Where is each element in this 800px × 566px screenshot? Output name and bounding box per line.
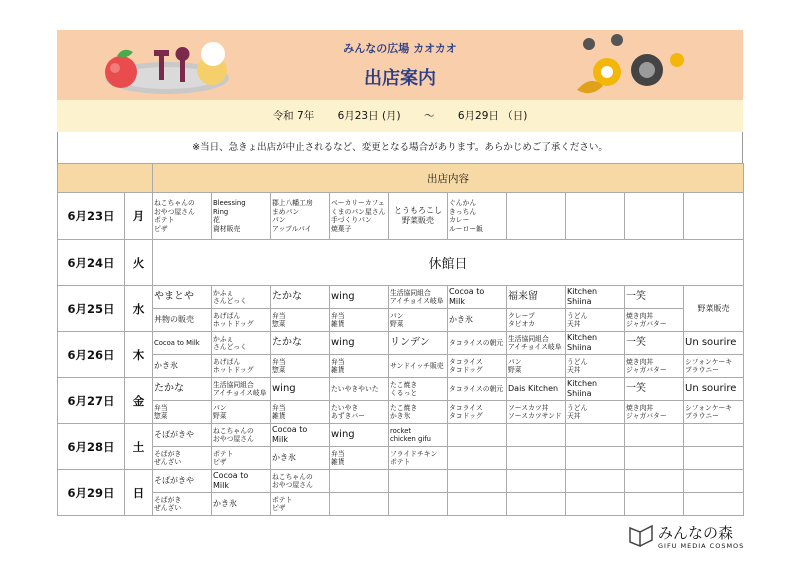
range-separator: ～ xyxy=(423,110,435,122)
shop-items: ソースカツ丼 ソースカツサンド xyxy=(507,401,566,424)
empty-cell xyxy=(448,493,507,516)
shop-items: パン 野菜 xyxy=(389,309,448,332)
empty-cell xyxy=(566,470,625,493)
shop-items: パン 野菜 xyxy=(507,355,566,378)
shop-cell: 野菜販売 xyxy=(684,286,744,332)
shop-items: シフォンケーキ ブラウニー xyxy=(684,401,744,424)
shop-name: Cocoa to Milk xyxy=(153,332,212,355)
page-title: 出店案内 xyxy=(364,68,436,89)
day-of-week: 木 xyxy=(125,332,153,378)
shop-name: Cocoa to Milk xyxy=(448,286,507,309)
shop-items: タコライス タコドッグ xyxy=(448,355,507,378)
shop-cell: ベーカリーカフェ くまのパン屋さん 手づくりパン 焼菓子 xyxy=(330,193,389,240)
book-icon xyxy=(628,522,654,548)
shop-name: 一笑 xyxy=(625,332,684,355)
shop-name: かふぇ さんどっく xyxy=(212,332,271,355)
shop-items: 弁当 雑貨 xyxy=(330,309,389,332)
schedule-table xyxy=(57,163,744,516)
shop-cell: Bleessing Ring 花 資材販売 xyxy=(212,193,271,240)
empty-cell xyxy=(448,447,507,470)
empty-cell xyxy=(625,447,684,470)
era-year: 令和 7年 xyxy=(272,110,315,122)
shop-items: かき氷 xyxy=(271,447,330,470)
shop-cell: ねこちゃんの おやつ屋さん ポテト ピザ xyxy=(153,193,212,240)
header-blank xyxy=(58,164,153,193)
shop-items: 弁当 雑貨 xyxy=(330,355,389,378)
empty-cell xyxy=(684,470,744,493)
shop-items: うどん 天丼 xyxy=(566,309,625,332)
shop-name: wing xyxy=(330,424,389,447)
day-date: 6月27日 xyxy=(58,378,125,424)
shop-items: かき氷 xyxy=(153,355,212,378)
empty-cell xyxy=(507,447,566,470)
table-row xyxy=(58,193,744,240)
day-of-week: 水 xyxy=(125,286,153,332)
empty-cell xyxy=(448,470,507,493)
shop-items: 弁当 惣菜 xyxy=(271,355,330,378)
shop-cell: ぐんかん きっちん カレー ルーロー飯 xyxy=(448,193,507,240)
shop-items: たこ焼き かき氷 xyxy=(389,401,448,424)
empty-cell xyxy=(448,424,507,447)
shop-name: 生活協同組合 アイチョイス岐阜 xyxy=(507,332,566,355)
shop-items: かき氷 xyxy=(212,493,271,516)
shop-items: たいやき あずきバー xyxy=(330,401,389,424)
empty-cell xyxy=(625,493,684,516)
empty-cell xyxy=(507,193,566,240)
shop-name: たこ焼き くるっと xyxy=(389,378,448,401)
empty-cell xyxy=(684,447,744,470)
shop-items: ポテト ピザ xyxy=(212,447,271,470)
shop-name: たかな xyxy=(271,332,330,355)
table-row xyxy=(58,378,744,401)
end-date: 6月29日 （日) xyxy=(457,110,528,122)
table-row xyxy=(58,447,744,470)
day-of-week: 月 xyxy=(125,193,153,240)
day-date: 6月28日 xyxy=(58,424,125,470)
shop-items: 丼物の販売 xyxy=(153,309,212,332)
logo-text: みんなの森 xyxy=(658,524,734,542)
empty-cell xyxy=(389,470,448,493)
shop-items: 弁当 惣菜 xyxy=(271,309,330,332)
shop-items: 弁当 惣菜 xyxy=(153,401,212,424)
flyer xyxy=(57,30,743,516)
empty-cell xyxy=(684,424,744,447)
day-of-week: 金 xyxy=(125,378,153,424)
shop-items: パン 野菜 xyxy=(212,401,271,424)
day-date: 6月26日 xyxy=(58,332,125,378)
empty-cell xyxy=(625,470,684,493)
table-row xyxy=(58,240,744,286)
shop-name: Kitchen Shiina xyxy=(566,332,625,355)
day-date: 6月23日 xyxy=(58,193,125,240)
shop-name: 福来留 xyxy=(507,286,566,309)
venue-name: みんなの広場 カオカオ xyxy=(343,42,457,55)
shop-items: うどん 天丼 xyxy=(566,355,625,378)
table-header-row xyxy=(58,164,744,193)
shop-cell: 郡上八幡工房 まめパン パン アップルパイ xyxy=(271,193,330,240)
shop-name: Un sourire xyxy=(684,332,744,355)
logo-subtext: GIFU MEDIA COSMOS xyxy=(658,542,745,550)
shop-name: 生活協同組合 アイチョイス岐阜 xyxy=(389,286,448,309)
shop-items: 焼き肉丼 ジャガバター xyxy=(625,401,684,424)
shop-name: かふぇ さんどっく xyxy=(212,286,271,309)
empty-cell xyxy=(684,193,744,240)
shop-items: そばがき ぜんざい xyxy=(153,447,212,470)
shop-items: 弁当 雑貨 xyxy=(271,401,330,424)
day-date: 6月24日 xyxy=(58,240,125,286)
table-row xyxy=(58,470,744,493)
shop-name: wing xyxy=(271,378,330,401)
empty-cell xyxy=(389,493,448,516)
shop-items: ポテト ピザ xyxy=(271,493,330,516)
shop-items: あげぱん ホットドッグ xyxy=(212,309,271,332)
column-header: 出店内容 xyxy=(153,164,744,193)
shop-name: ねこちゃんの おやつ屋さん xyxy=(271,470,330,493)
shop-name: ねこちゃんの おやつ屋さん xyxy=(212,424,271,447)
shop-items: かき氷 xyxy=(448,309,507,332)
day-date: 6月29日 xyxy=(58,470,125,516)
shop-items: 弁当 雑貨 xyxy=(330,447,389,470)
date-range xyxy=(57,100,743,132)
day-of-week: 土 xyxy=(125,424,153,470)
shop-name: Cocoa to Milk xyxy=(212,470,271,493)
shop-name: たかな xyxy=(153,378,212,401)
shop-items: フライドチキン ポテト xyxy=(389,447,448,470)
shop-items: クレープ タピオカ xyxy=(507,309,566,332)
shop-name: たいやきやいた xyxy=(330,378,389,401)
shop-name: wing xyxy=(330,286,389,309)
shop-items: シフォンケーキ ブラウニー xyxy=(684,355,744,378)
empty-cell xyxy=(566,493,625,516)
notice-text: ※当日、急きょ出店が中止されるなど、変更となる場合があります。あらかじめご了承ください。 xyxy=(57,132,743,163)
book-icon-right xyxy=(640,526,652,546)
shop-items: タコライス タコドッグ xyxy=(448,401,507,424)
table-row xyxy=(58,332,744,355)
header-banner xyxy=(57,30,743,100)
shop-name: Un sourire xyxy=(684,378,744,401)
shop-name: 一笑 xyxy=(625,378,684,401)
shop-name: そばがきや xyxy=(153,470,212,493)
day-date: 6月25日 xyxy=(58,286,125,332)
table-row xyxy=(58,401,744,424)
shop-name: 生活協同組合 アイチョイス岐阜 xyxy=(212,378,271,401)
empty-cell xyxy=(330,470,389,493)
day-of-week: 日 xyxy=(125,470,153,516)
shop-name: たかな xyxy=(271,286,330,309)
shop-name: やまとや xyxy=(153,286,212,309)
table-row xyxy=(58,493,744,516)
shop-name: rocket chicken gifu xyxy=(389,424,448,447)
shop-name: リンデン xyxy=(389,332,448,355)
shop-items: 焼き肉丼 ジャガバター xyxy=(625,309,684,332)
shop-items: 焼き肉丼 ジャガバター xyxy=(625,355,684,378)
shop-name: そばがきや xyxy=(153,424,212,447)
shop-name: タコライスの朝元 xyxy=(448,332,507,355)
empty-cell xyxy=(566,424,625,447)
shop-items: あげぱん ホットドッグ xyxy=(212,355,271,378)
shop-name: Kitchen Shiina xyxy=(566,286,625,309)
empty-cell xyxy=(566,193,625,240)
empty-cell xyxy=(507,424,566,447)
empty-cell xyxy=(330,493,389,516)
day-of-week: 火 xyxy=(125,240,153,286)
shop-name: Kitchen Shiina xyxy=(566,378,625,401)
shop-name: wing xyxy=(330,332,389,355)
book-icon-left xyxy=(630,528,640,546)
shop-items: サンドイッチ販売 xyxy=(389,355,448,378)
table-row xyxy=(58,309,744,332)
shop-name: 一笑 xyxy=(625,286,684,309)
shop-name: タコライスの朝元 xyxy=(448,378,507,401)
empty-cell xyxy=(507,470,566,493)
empty-cell xyxy=(625,424,684,447)
empty-cell xyxy=(625,193,684,240)
closed-label: 休館日 xyxy=(153,240,744,286)
table-row xyxy=(58,355,744,378)
shop-cell: とうもろこし 野菜販売 xyxy=(389,193,448,240)
empty-cell xyxy=(684,493,744,516)
shop-items: そばがき ぜんざい xyxy=(153,493,212,516)
start-date: 6月23日 (月) xyxy=(337,110,401,122)
shop-items: うどん 天丼 xyxy=(566,401,625,424)
shop-name: Cocoa to Milk xyxy=(271,424,330,447)
table-row xyxy=(58,424,744,447)
table-row xyxy=(58,286,744,309)
shop-name: Dais Kitchen xyxy=(507,378,566,401)
empty-cell xyxy=(507,493,566,516)
empty-cell xyxy=(566,447,625,470)
